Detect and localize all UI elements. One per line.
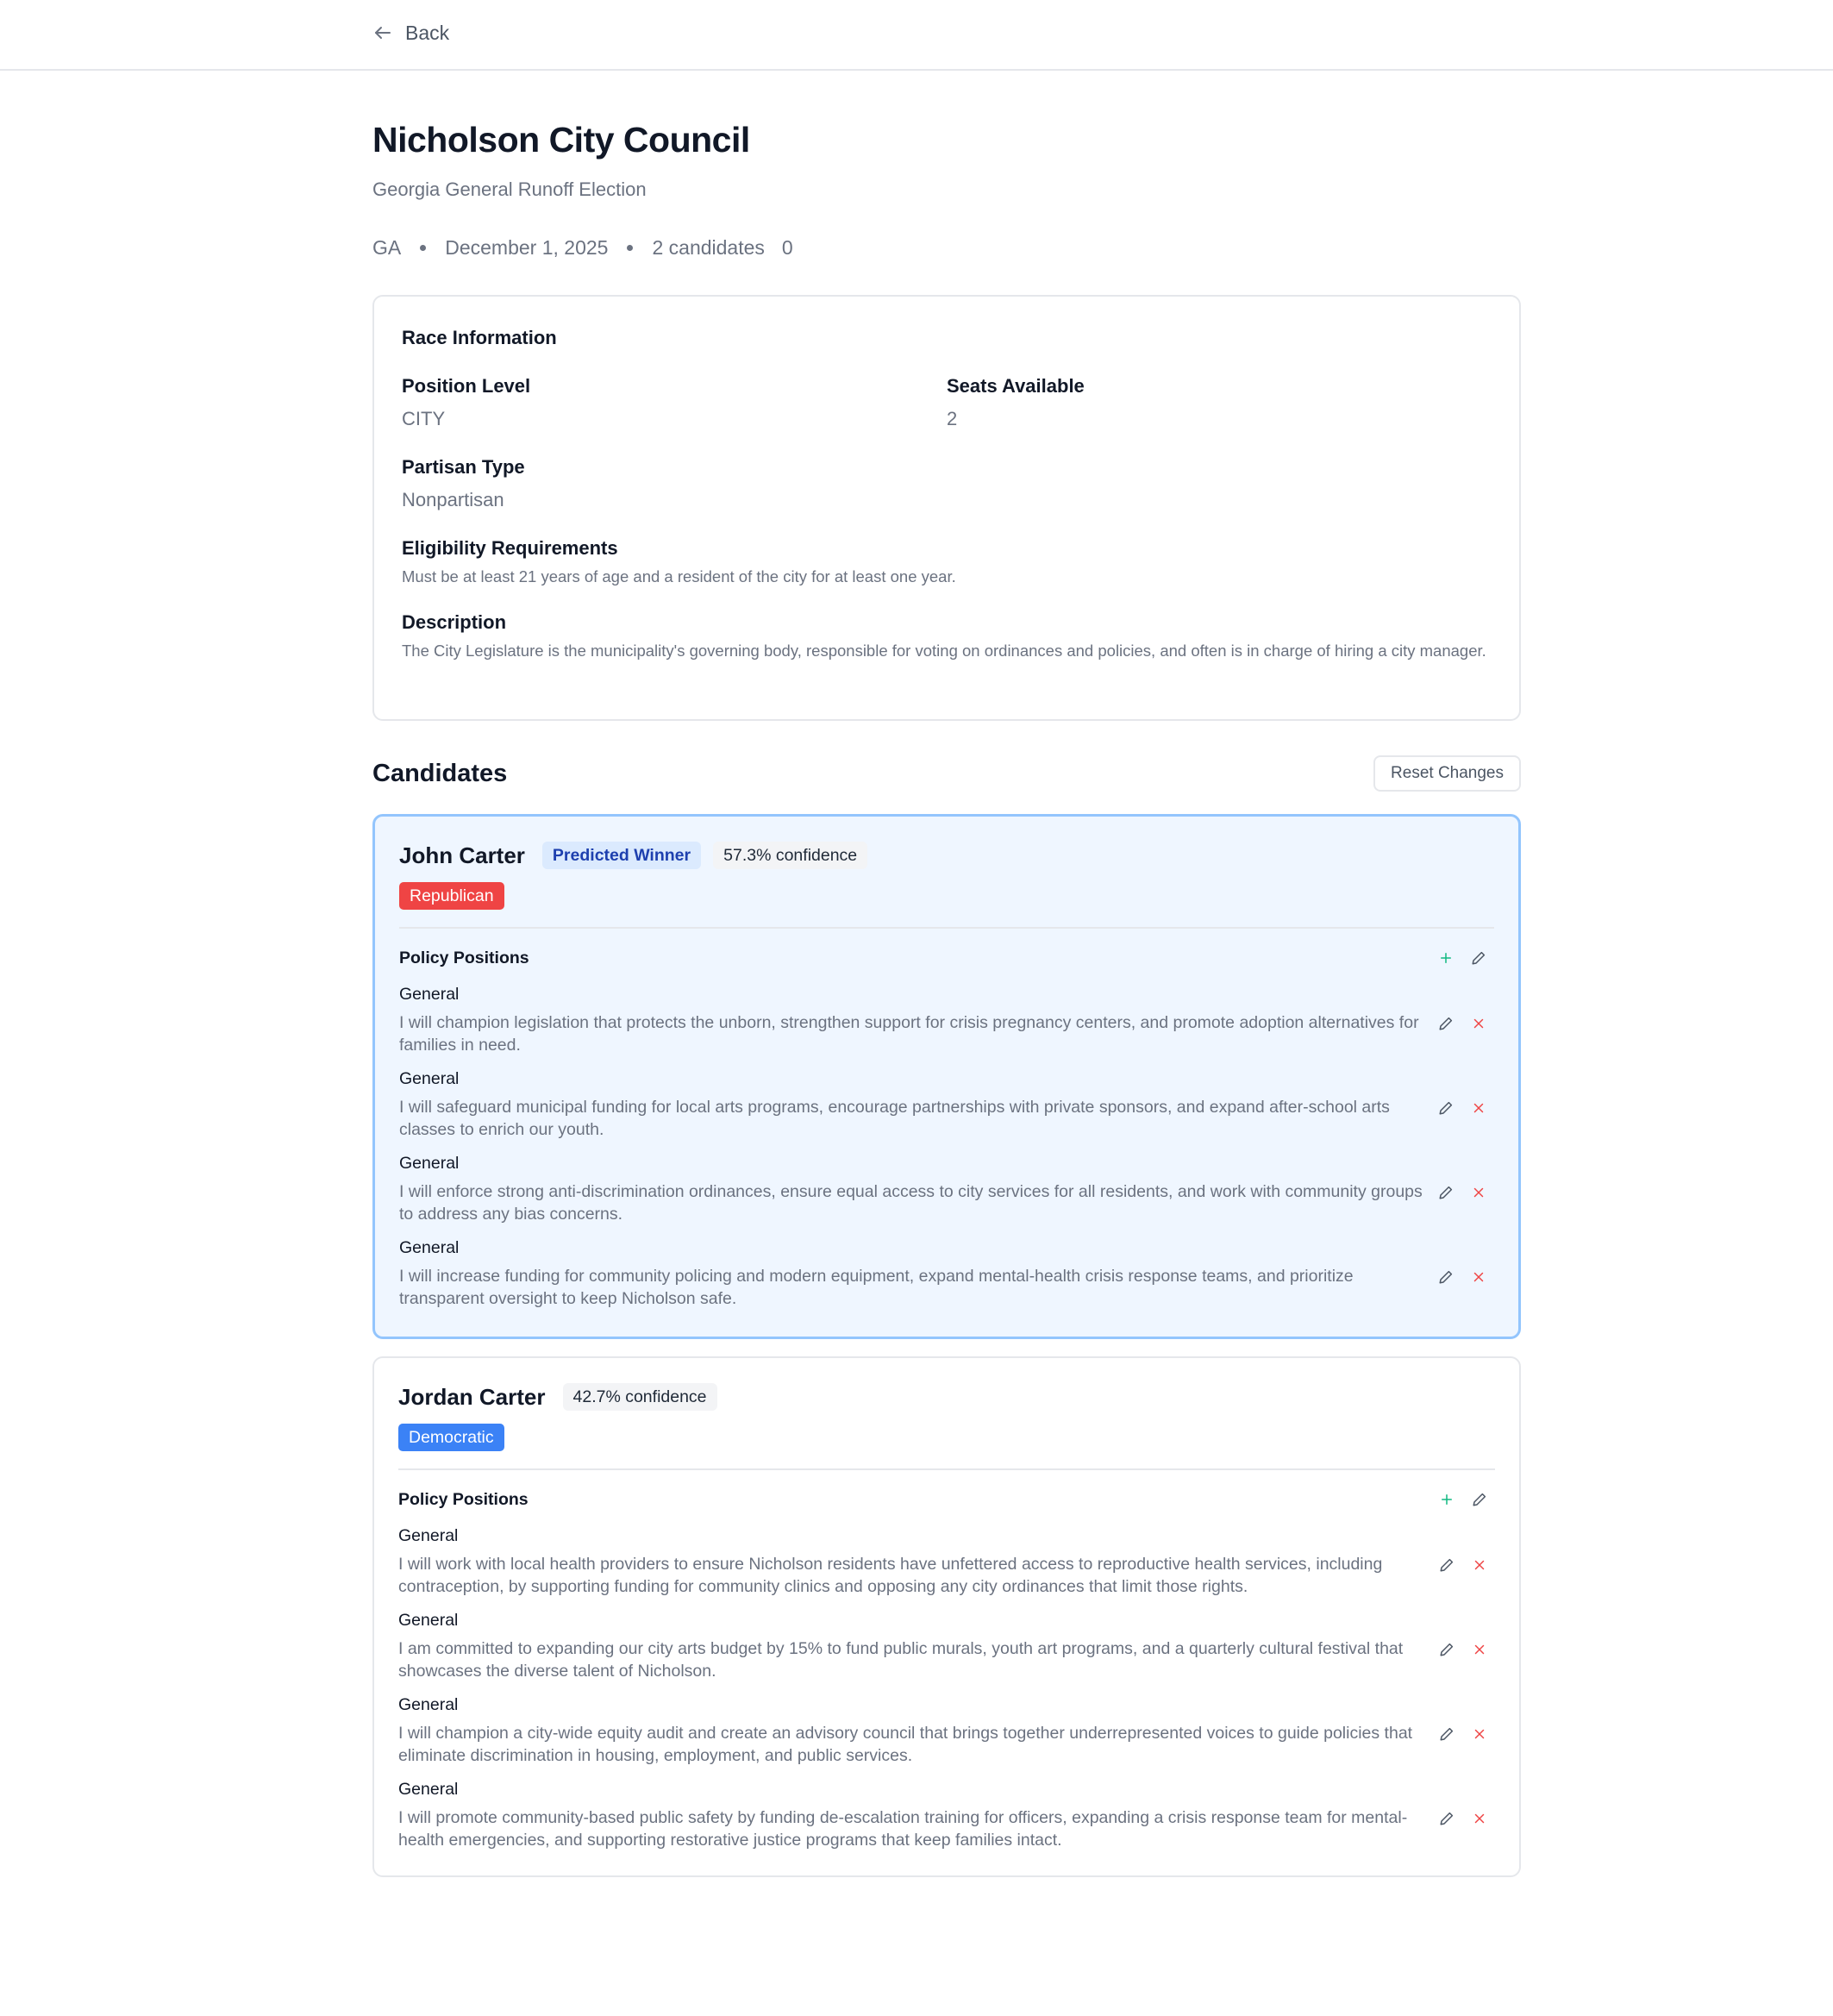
pencil-icon	[1438, 1016, 1454, 1031]
edit-positions-button[interactable]	[1470, 949, 1487, 967]
edit-position-button[interactable]	[1437, 1099, 1455, 1117]
edit-position-button[interactable]	[1437, 1015, 1455, 1032]
x-icon	[1471, 1185, 1486, 1200]
partisan-value: Nonpartisan	[402, 489, 504, 510]
position-category: General	[399, 1238, 460, 1257]
policy-position	[399, 1151, 1494, 1225]
position-row	[398, 1806, 1495, 1851]
policy-position	[399, 1067, 1494, 1141]
x-icon	[1472, 1726, 1487, 1742]
description-field	[402, 609, 1492, 662]
candidates-heading: Candidates	[372, 759, 508, 787]
position-actions	[1437, 1015, 1494, 1032]
position-row	[399, 1096, 1494, 1141]
policy-position	[398, 1524, 1495, 1598]
position-category: General	[399, 1069, 460, 1088]
position-row	[398, 1722, 1495, 1767]
candidate-name-row	[398, 1381, 1495, 1413]
position-actions	[1438, 1556, 1495, 1574]
description-label: Description	[402, 611, 507, 633]
candidate-name-row	[399, 839, 1494, 872]
position-row	[398, 1637, 1495, 1682]
pencil-icon	[1439, 1557, 1455, 1573]
candidate-name: John Carter	[399, 842, 525, 868]
position-actions	[1438, 1725, 1495, 1743]
extra-count: 0	[781, 236, 793, 259]
position-category: General	[398, 1695, 459, 1714]
candidate-card-john-carter	[372, 814, 1521, 1339]
plus-icon	[1438, 950, 1454, 966]
reset-changes-button[interactable]: Reset Changes	[1373, 755, 1521, 792]
position-category: General	[398, 1611, 459, 1630]
delete-position-button[interactable]	[1471, 1641, 1488, 1658]
pencil-icon	[1439, 1726, 1455, 1742]
position-level-field	[402, 373, 947, 433]
add-position-button[interactable]	[1438, 1491, 1455, 1508]
main-content	[372, 71, 1521, 1877]
edit-position-button[interactable]	[1438, 1641, 1455, 1658]
plus-icon	[1439, 1492, 1455, 1507]
position-text: I will champion legislation that protects the unborn, strengthen support for crisis pregnancy centers, and promote adoption alternatives for families in need.	[399, 1013, 1419, 1055]
pencil-icon	[1439, 1642, 1455, 1657]
race-info-grid	[402, 373, 1492, 433]
edit-position-button[interactable]	[1437, 1184, 1455, 1201]
page-title: Nicholson City Council	[372, 120, 750, 160]
position-actions	[1437, 1099, 1494, 1117]
position-category: General	[398, 1780, 459, 1799]
delete-position-button[interactable]	[1470, 1184, 1487, 1201]
x-icon	[1471, 1100, 1486, 1116]
race-info-heading: Race Information	[402, 327, 557, 348]
policy-positions-heading: Policy Positions	[399, 948, 529, 967]
pencil-icon	[1438, 1185, 1454, 1200]
separator-dot	[420, 245, 426, 251]
pencil-icon	[1439, 1811, 1455, 1826]
party-badge: Republican	[399, 882, 504, 910]
pencil-icon	[1438, 1269, 1454, 1285]
position-actions	[1438, 1641, 1495, 1658]
top-bar	[0, 0, 1833, 71]
confidence-badge: 42.7% confidence	[563, 1383, 717, 1411]
divider	[398, 1468, 1495, 1470]
policy-actions	[1437, 949, 1494, 967]
eligibility-value: Must be at least 21 years of age and a resident of the city for at least one year.	[402, 567, 956, 585]
policy-actions	[1438, 1491, 1495, 1508]
position-text: I will increase funding for community policing and modern equipment, expand mental-health crisis response teams, and prioritize transparent oversight to keep Nicholson safe.	[399, 1267, 1354, 1308]
seats-label: Seats Available	[947, 375, 1085, 397]
back-label: Back	[405, 21, 450, 44]
policy-positions-heading: Policy Positions	[398, 1489, 529, 1509]
seats-value: 2	[947, 408, 958, 429]
policy-position	[398, 1693, 1495, 1767]
arrow-left-icon	[372, 22, 393, 43]
policy-position	[398, 1608, 1495, 1682]
x-icon	[1472, 1642, 1487, 1657]
add-position-button[interactable]	[1437, 949, 1455, 967]
candidate-card-jordan-carter	[372, 1356, 1521, 1877]
divider	[399, 927, 1494, 929]
position-row	[399, 1011, 1494, 1056]
position-row	[399, 1265, 1494, 1310]
position-category: General	[399, 1154, 460, 1173]
confidence-badge: 57.3% confidence	[713, 842, 867, 869]
position-actions	[1437, 1268, 1494, 1286]
position-level-value: CITY	[402, 408, 446, 429]
candidates-header	[372, 755, 1521, 792]
position-actions	[1437, 1184, 1494, 1201]
race-information-card	[372, 295, 1521, 721]
policy-positions-header	[398, 1487, 1495, 1512]
policy-positions-header	[399, 946, 1494, 970]
separator-dot	[627, 245, 633, 251]
policy-position	[399, 982, 1494, 1056]
description-value: The City Legislature is the municipality's governing body, responsible for voting on ordinances and policies, and often is in charge of hiring a city manager.	[402, 642, 1486, 660]
partisan-label: Partisan Type	[402, 456, 525, 478]
party-badge: Democratic	[398, 1424, 504, 1451]
seats-field	[947, 373, 1492, 433]
election-name: Georgia General Runoff Election	[372, 178, 647, 200]
x-icon	[1472, 1811, 1487, 1826]
candidate-name: Jordan Carter	[398, 1383, 546, 1410]
delete-position-button[interactable]	[1470, 1099, 1487, 1117]
delete-position-button[interactable]	[1470, 1268, 1487, 1286]
edit-positions-button[interactable]	[1471, 1491, 1488, 1508]
election-date: December 1, 2025	[445, 236, 609, 259]
race-meta	[372, 233, 1521, 262]
position-text: I will promote community-based public safety by funding de-escalation training for officers, expanding a crisis response team for mental-health emergencies, and supporting restorative justice programs that keep families intact.	[398, 1808, 1408, 1850]
position-level-label: Position Level	[402, 375, 531, 397]
pencil-icon	[1438, 1100, 1454, 1116]
edit-position-button[interactable]	[1437, 1268, 1455, 1286]
x-icon	[1471, 1269, 1486, 1285]
partisan-field	[402, 454, 1492, 514]
position-text: I will work with local health providers to ensure Nicholson residents have unfettered access to reproductive health services, including contraception, by supporting funding for community clinics and opposing any city ordinances that limit those rights.	[398, 1555, 1383, 1596]
candidate-count: 2 candidates	[652, 236, 765, 259]
position-category: General	[398, 1526, 459, 1545]
back-button[interactable]	[372, 16, 449, 50]
position-actions	[1438, 1810, 1495, 1827]
policy-position	[398, 1777, 1495, 1851]
edit-position-button[interactable]	[1438, 1810, 1455, 1827]
position-text: I will enforce strong anti-discrimination ordinances, ensure equal access to city services for all residents, and work with community groups to address any bias concerns.	[399, 1182, 1423, 1224]
edit-position-button[interactable]	[1438, 1725, 1455, 1743]
pencil-icon	[1471, 950, 1486, 966]
edit-position-button[interactable]	[1438, 1556, 1455, 1574]
position-row	[398, 1553, 1495, 1598]
position-text: I am committed to expanding our city arts budget by 15% to fund public murals, youth art programs, and a quarterly cultural festival that showcases the diverse talent of Nicholson.	[398, 1639, 1404, 1681]
predicted-winner-badge: Predicted Winner	[542, 842, 701, 869]
delete-position-button[interactable]	[1470, 1015, 1487, 1032]
position-row	[399, 1180, 1494, 1225]
delete-position-button[interactable]	[1471, 1556, 1488, 1574]
delete-position-button[interactable]	[1471, 1725, 1488, 1743]
position-text: I will champion a city-wide equity audit and create an advisory council that brings together underrepresented voices to guide policies that eliminate discrimination in housing, employment, and public services.	[398, 1724, 1413, 1765]
position-category: General	[399, 985, 460, 1004]
policy-position	[399, 1236, 1494, 1310]
pencil-icon	[1472, 1492, 1487, 1507]
x-icon	[1472, 1557, 1487, 1573]
state: GA	[372, 236, 402, 259]
x-icon	[1471, 1016, 1486, 1031]
delete-position-button[interactable]	[1471, 1810, 1488, 1827]
position-text: I will safeguard municipal funding for local arts programs, encourage partnerships with private sponsors, and expand after-school arts classes to enrich our youth.	[399, 1098, 1390, 1139]
eligibility-field	[402, 535, 1492, 588]
eligibility-label: Eligibility Requirements	[402, 537, 618, 559]
